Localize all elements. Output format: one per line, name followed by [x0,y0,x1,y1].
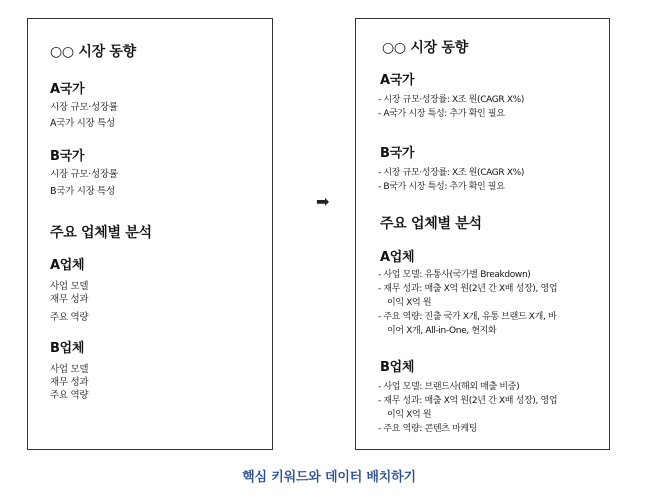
right-arrow-icon: ➡ [316,192,330,211]
left-company-b-item: 재무 성과 [50,377,89,388]
left-company-b-heading: B업체 [50,341,85,356]
left-title: ○○ 시장 동향 [50,44,136,60]
right-country-a-item: - 시장 규모·성장률: X조 원(CAGR X%) [378,95,525,105]
left-company-a-item: 주요 역량 [50,312,89,323]
left-country-a-item: 시장 규모·성장률 [50,102,118,113]
right-company-b-item: - 사업 모델: 브랜드사(해외 매출 비중) [378,382,520,392]
left-company-a-item: 재무 성과 [50,294,89,305]
left-country-b-heading: B국가 [50,149,85,164]
right-company-b-item: - 재무 성과: 매출 X억 원(2년 간 X배 성장), 영업 [378,396,558,406]
left-country-a-item: A국가 시장 특성 [50,118,115,129]
right-country-b-item: - 시장 규모·성장률: X조 원(CAGR X%) [378,168,525,178]
right-company-b-item: - 주요 역량: 콘텐츠 마케팅 [378,424,478,434]
right-company-a-heading: A업체 [380,250,415,265]
right-company-b-heading: B업체 [380,360,415,375]
left-company-b-item: 사업 모델 [50,364,89,375]
right-company-a-item: 이어 X개, All-in-One, 현지화 [387,326,497,336]
left-company-a-heading: A업체 [50,258,85,273]
right-company-b-item: 이익 X억 원 [387,410,432,420]
left-outline-panel [27,18,273,450]
left-section-companies: 주요 업체별 분석 [50,225,152,241]
left-company-b-item: 주요 역량 [50,390,89,401]
right-section-companies: 주요 업체별 분석 [380,216,482,232]
right-country-a-item: - A국가 시장 특성: 추가 확인 필요 [378,109,505,119]
right-company-a-item: - 사업 모델: 유통사(국가별 Breakdown) [378,270,531,280]
right-filled-panel [355,18,610,450]
figure-caption: 핵심 키워드와 데이터 배치하기 [242,470,416,485]
right-title: ○○ 시장 동향 [382,40,468,56]
right-company-a-item: - 주요 역량: 진출 국가 X개, 유통 브랜드 X개, 바 [378,312,557,322]
right-country-b-heading: B국가 [380,146,415,161]
left-country-a-heading: A국가 [50,82,85,97]
right-country-b-item: - B국가 시장 특성: 추가 확인 필요 [378,182,505,192]
left-country-b-item: B국가 시장 특성 [50,186,115,197]
right-country-a-heading: A국가 [380,73,415,88]
left-company-a-item: 사업 모델 [50,281,89,292]
right-company-a-item: - 재무 성과: 매출 X억 원(2년 간 X배 성장), 영업 [378,284,558,294]
right-company-a-item: 이익 X억 원 [387,298,432,308]
left-country-b-item: 시장 규모·성장률 [50,169,118,180]
